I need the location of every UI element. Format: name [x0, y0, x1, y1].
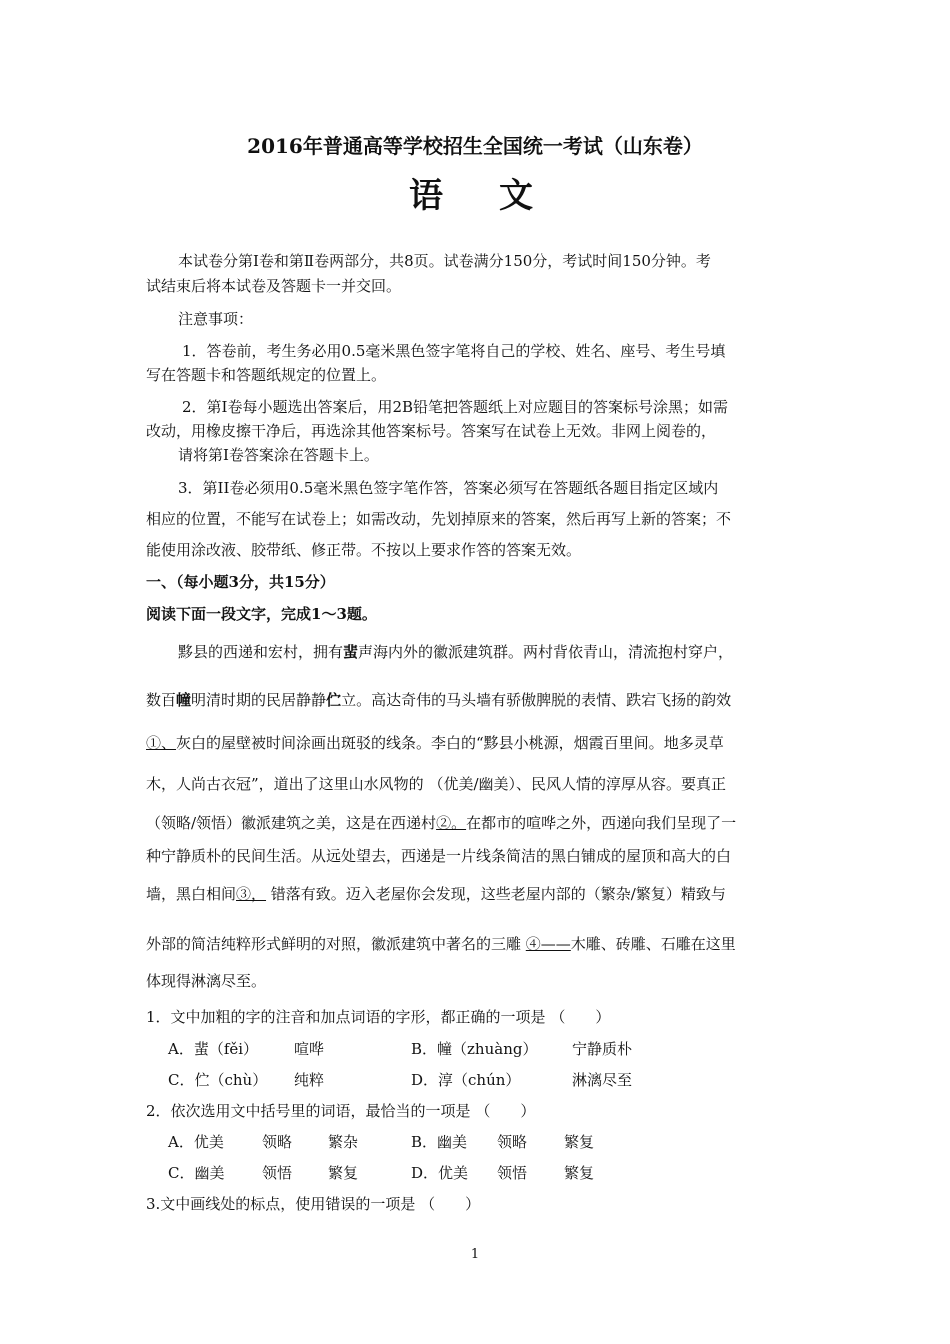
q1-option-b-word: 宁静质朴	[572, 1040, 633, 1058]
question-3-stem: 3.文中画线处的标点，使用错误的一项是 （ ）	[146, 1195, 481, 1213]
notice-heading: 注意事项：	[178, 310, 254, 328]
question-2-stem: 2．依次选用文中括号里的词语，最恰当的一项是 （ ）	[146, 1102, 536, 1120]
subject-title: 语文	[409, 176, 589, 216]
bold-char: 伫	[326, 691, 342, 709]
reading-instruction: 阅读下面一段文字，完成1～3题。	[146, 605, 377, 623]
section-heading: 一、（每小题3分，共15分）	[146, 573, 335, 591]
passage-line-6: 种宁静质朴的民间生活。从远处望去，西递是一片线条简洁的黑白铺成的屋顶和高大的白	[146, 847, 732, 865]
passage-text: 数百	[146, 691, 177, 709]
q2-option: 繁杂	[328, 1133, 359, 1151]
notice-line: 写在答题卡和答题纸规定的位置上。	[146, 366, 387, 384]
notice-line: 请将第Ⅰ卷答案涂在答题卡上。	[178, 446, 379, 464]
passage-line-7	[146, 883, 726, 904]
notice-line: 改动，用橡皮擦干净后，再选涂其他答案标号。答案写在试卷上无效。非网上阅卷的，	[146, 422, 717, 440]
passage-text: 立。高达奇伟的马头墙有骄傲脾脱的表情、跌宕飞扬的韵效	[341, 691, 732, 709]
page-number: 1	[470, 1247, 480, 1262]
passage-text: 错落有致。迈入老屋你会发现，这些老屋内部的（繁杂/繁复）精致与	[266, 885, 726, 903]
q2-option: 领略	[497, 1133, 528, 1151]
q2-option: 繁复	[328, 1164, 359, 1182]
question-1-stem: 1．文中加粗的字的注音和加点词语的字形，都正确的一项是 （ ）	[146, 1008, 611, 1026]
exam-title: 2016年普通高等学校招生全国统一考试（山东卷）	[247, 134, 703, 158]
q1-option-d: D．淳（chún）	[411, 1071, 521, 1089]
underlined-mark: ②。	[436, 814, 467, 832]
passage-text: 灰白的屋壁被时间涂画出斑驳的线条。李白的“黟县小桃源，烟霞百里间。地多灵草	[176, 734, 724, 752]
passage-text: 在都市的喧哗之外，西递向我们呈现了一	[466, 814, 737, 832]
intro-line-1: 本试卷分第Ⅰ卷和第Ⅱ卷两部分，共8页。试卷满分150分，考试时间150分钟。考	[178, 252, 711, 270]
passage-text: 外部的简洁纯粹形式鲜明的对照，徽派建筑中著名的三雕	[146, 935, 526, 953]
notice-line: 3．第II卷必须用0.5毫米黑色签字笔作答，答案必须写在答题纸各题目指定区域内	[178, 479, 719, 497]
intro-line-2: 试结束后将本试卷及答题卡一并交回。	[146, 277, 402, 295]
q1-option-a: A．蜚（fěi）	[168, 1040, 259, 1058]
q1-option-a-word: 喧哗	[294, 1040, 325, 1058]
q2-option: 繁复	[564, 1133, 595, 1151]
passage-line-2	[146, 689, 731, 710]
q2-option: D．优美	[411, 1164, 469, 1182]
q2-option: 领悟	[262, 1164, 293, 1182]
passage-line-8	[146, 933, 736, 954]
passage-text: （领略/领悟）徽派建筑之美，这是在西递村	[146, 814, 437, 832]
passage-text: 明清时期的民居静静	[191, 691, 327, 709]
q1-option-d-word: 淋漓尽至	[572, 1071, 633, 1089]
passage-line-9: 体现得淋漓尽至。	[146, 972, 267, 990]
q2-option: C．幽美	[168, 1164, 225, 1182]
passage-text: 黟县的西递和宏村，拥有	[178, 643, 344, 661]
bold-char: 蜚	[343, 643, 359, 661]
underlined-mark: ①、	[146, 734, 177, 752]
q2-option: A．优美	[168, 1133, 224, 1151]
bold-char: 幢	[176, 691, 192, 709]
passage-line-4: 木，人尚古衣冠”，道出了这里山水风物的 （优美/幽美）、民风人情的淳厚从容。要真正	[146, 775, 726, 793]
q2-option: 领略	[262, 1133, 293, 1151]
notice-line: 1．答卷前，考生务必用0.5毫米黑色签字笔将自己的学校、姓名、座号、考生号填	[182, 342, 726, 360]
q2-option: 繁复	[564, 1164, 595, 1182]
notice-line: 能使用涂改液、胶带纸、修正带。不按以上要求作答的答案无效。	[146, 541, 582, 559]
q1-option-b: B．幢（zhuàng）	[411, 1040, 538, 1058]
q2-option: B．幽美	[411, 1133, 468, 1151]
underlined-mark: ④——	[525, 935, 571, 953]
notice-line: 相应的位置，不能写在试卷上；如需改动，先划掉原来的答案，然后再写上新的答案；不	[146, 510, 732, 528]
passage-text: 墙，黑白相间	[146, 885, 237, 903]
passage-text: 木雕、砖雕、石雕在这里	[570, 935, 736, 953]
passage-line-5	[146, 812, 736, 833]
notice-line: 2．第Ⅰ卷每小题选出答案后，用2B铅笔把答题纸上对应题目的答案标号涂黑；如需	[182, 398, 729, 416]
q1-option-c-word: 纯粹	[294, 1071, 325, 1089]
passage-line-1	[178, 641, 733, 662]
passage-text: 声海内外的徽派建筑群。两村背依青山，清流抱村穿户，	[358, 643, 734, 661]
q1-option-c: C．伫（chù）	[168, 1071, 268, 1089]
passage-line-3	[146, 732, 724, 753]
q2-option: 领悟	[497, 1164, 528, 1182]
underlined-mark: ③，	[236, 885, 267, 903]
